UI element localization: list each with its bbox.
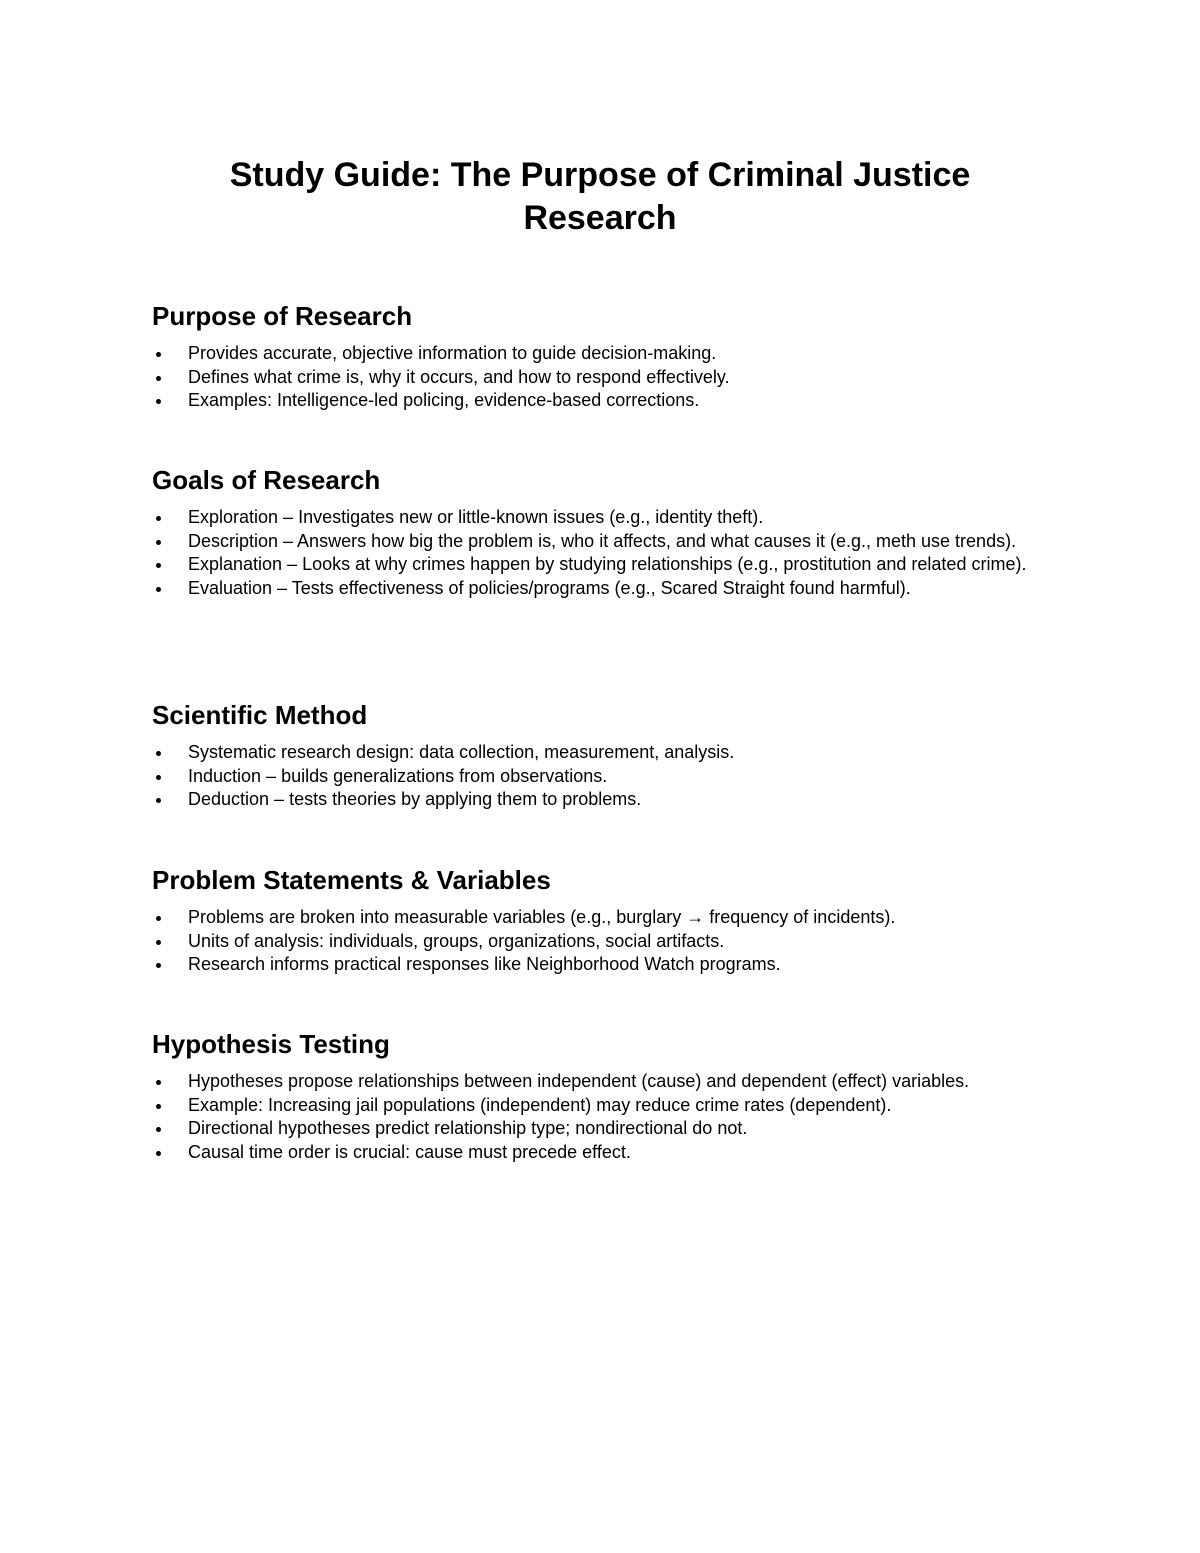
section-scientific-method (152, 699, 1052, 812)
list-item: Evaluation – Tests effectiveness of policies/programs (e.g., Scared Straight found harmful). (152, 577, 1052, 601)
bullet-list (152, 906, 1052, 977)
section-heading: Scientific Method (152, 700, 368, 730)
list-item: Explanation – Looks at why crimes happen by studying relationships (e.g., prostitution and related crime). (152, 553, 1052, 577)
page-title: Study Guide: The Purpose of Criminal Justice Research (229, 156, 971, 237)
list-item: Examples: Intelligence-led policing, evidence-based corrections. (152, 389, 1052, 413)
section-problem-statements-variables (152, 864, 1052, 977)
bullet-list (152, 342, 1052, 413)
section-purpose-of-research (152, 300, 1052, 413)
list-item: Example: Increasing jail populations (independent) may reduce crime rates (dependent). (152, 1094, 1052, 1118)
list-item: Problems are broken into measurable variables (e.g., burglary → frequency of incidents). (152, 906, 1052, 930)
list-item: Deduction – tests theories by applying them to problems. (152, 788, 1052, 812)
section-goals-of-research (152, 464, 1052, 600)
section-hypothesis-testing (152, 1028, 1052, 1164)
section-heading: Purpose of Research (152, 301, 413, 331)
list-item: Induction – builds generalizations from observations. (152, 765, 1052, 789)
list-item: Systematic research design: data collection, measurement, analysis. (152, 741, 1052, 765)
section-heading: Goals of Research (152, 465, 381, 495)
bullet-list (152, 1070, 1052, 1164)
list-item: Description – Answers how big the problem is, who it affects, and what causes it (e.g., meth use trends). (152, 530, 1052, 554)
list-item: Directional hypotheses predict relationship type; nondirectional do not. (152, 1117, 1052, 1141)
list-item: Hypotheses propose relationships between independent (cause) and dependent (effect) variables. (152, 1070, 1052, 1094)
list-item: Units of analysis: individuals, groups, organizations, social artifacts. (152, 930, 1052, 954)
bullet-list (152, 741, 1052, 812)
list-item: Provides accurate, objective information to guide decision-making. (152, 342, 1052, 366)
section-heading: Problem Statements & Variables (152, 865, 551, 895)
list-item: Defines what crime is, why it occurs, and how to respond effectively. (152, 366, 1052, 390)
section-heading: Hypothesis Testing (152, 1029, 390, 1059)
list-item: Research informs practical responses like Neighborhood Watch programs. (152, 953, 1052, 977)
bullet-list (152, 506, 1052, 600)
list-item: Exploration – Investigates new or little-known issues (e.g., identity theft). (152, 506, 1052, 530)
list-item: Causal time order is crucial: cause must precede effect. (152, 1141, 1052, 1165)
